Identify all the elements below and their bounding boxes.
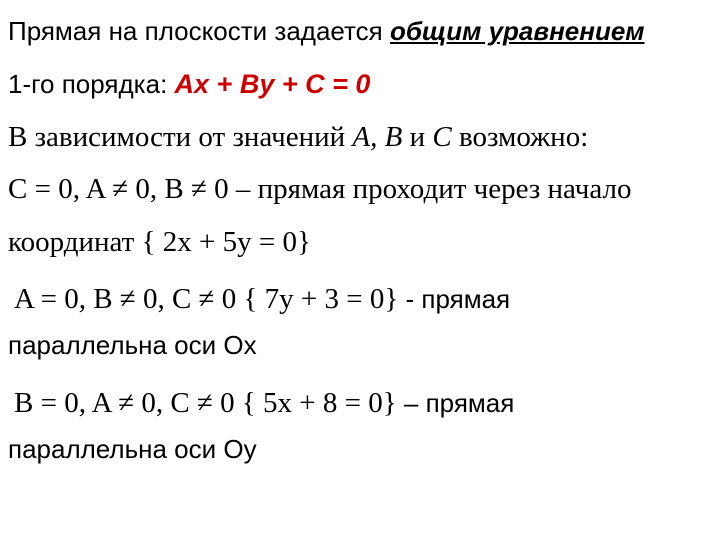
and-text: и: [402, 121, 433, 153]
general-equation: Ax + By + C = 0: [174, 69, 371, 99]
general-equation-term: общим уравнением: [389, 16, 645, 46]
possible-text: возможно:: [451, 121, 589, 153]
case-oy-text: параллельна оси Oy: [8, 434, 257, 464]
case-origin-condition: C = 0, A ≠ 0, B ≠ 0 – прямая проходит через начало: [8, 173, 632, 205]
line-definition: [8, 14, 645, 48]
vars-ab: A, B: [352, 121, 403, 153]
case-origin-example: координат { 2x + 5y = 0}: [8, 226, 311, 258]
case-ox-formula: A = 0, B ≠ 0, C ≠ 0 { 7y + 3 = 0}: [14, 283, 399, 315]
order-text: 1-го порядка:: [8, 69, 175, 99]
case-ox-condition: [14, 282, 510, 316]
case-oy-condition: [14, 386, 514, 420]
case-ox-text: параллельна оси Ox: [8, 330, 257, 360]
case-oy-label: – прямая: [396, 388, 515, 418]
line-equation: [8, 67, 370, 101]
case-oy-formula: B = 0, A ≠ 0, C ≠ 0 { 5x + 8 = 0}: [14, 387, 397, 419]
dependence-text: В зависимости от значений: [8, 121, 353, 153]
definition-text: Прямая на плоскости задается: [8, 16, 390, 46]
line-dependence: [8, 120, 588, 154]
case-ox-label: - прямая: [398, 284, 511, 314]
var-c: C: [432, 121, 452, 153]
